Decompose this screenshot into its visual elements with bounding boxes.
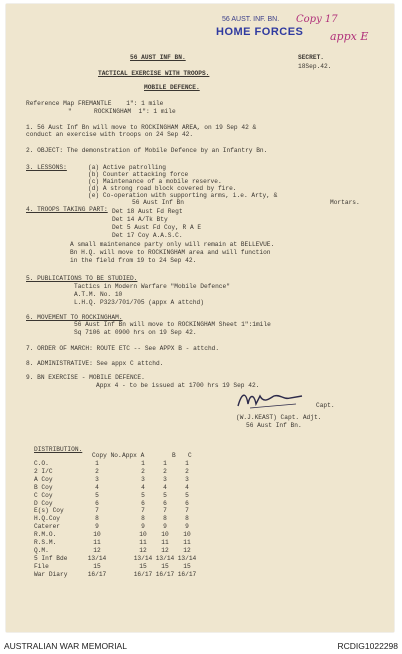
lessons-heading: 3. LESSONS: [26,164,67,171]
distribution-cell: 16/17 [133,570,153,578]
bn-exercise-detail: Appx 4 - to be issued at 1700 hrs 19 Sep 42. [96,382,260,389]
troops-det-bty: Det 14 A/Tk Bty [112,216,168,223]
publication-2: A.T.M. No. 10 [74,291,123,298]
archive-footer [0,636,402,654]
distribution-cell: 6 [141,499,145,507]
distribution-cell: 2 [185,467,189,475]
distribution-cell: 5 [141,491,145,499]
publication-3: L.H.Q. P323/701/705 (appx A attchd) [74,299,204,306]
distribution-cell: 12 [161,546,169,554]
distribution-cell: 13/14 [155,554,175,562]
signature-name: (W.J.KEAST) Capt. Adjt. [236,414,322,421]
troops-bn-hq: Bn H.Q. will move to ROCKINGHAM area and will function [70,249,271,256]
document-subtitle: MOBILE DEFENCE. [144,84,200,91]
signature-unit: 56 Aust Inf Bn. [246,422,302,429]
distribution-cell: 4 [163,483,167,491]
distribution-cell: 13/14 [177,554,197,562]
distribution-cell: 10 [183,531,191,539]
stamp-unit: 56 AUST. INF. BN. [222,16,280,23]
distribution-recipient: H.Q.Coy [34,515,60,523]
distribution-cell: 6 [163,499,167,507]
troops-maintenance: A small maintenance party only will remain at BELLEVUE. [70,241,275,248]
handwritten-copy-number: Copy 17 [296,14,338,25]
archive-name: AUSTRALIAN WAR MEMORIAL [4,641,127,651]
distribution-recipient: 2 I/C [34,467,53,475]
distribution-cell: 11 [93,539,101,546]
distribution-cell: 8 [185,515,189,523]
distribution-cell: 2 [141,467,145,475]
distribution-cell: 9 [163,523,167,531]
distribution-cell: 15 [139,562,147,570]
publication-1: Tactics in Modern Warfare "Mobile Defence" [74,283,230,290]
distribution-heading: DISTRIBUTION. [34,446,83,453]
document-date: 18Sep.42. [298,63,332,70]
distribution-recipient: A Coy [34,475,53,483]
distribution-recipient: War Diary [34,570,68,578]
lesson-c: (c) Maintenance of a mobile reserve. [88,178,222,185]
troops-det-coy-rae: Det 5 Aust Fd Coy, R A E [112,224,202,231]
distribution-cell: 11 [139,539,147,546]
distribution-cell: 1 [185,460,189,467]
distribution-cell: 3 [163,475,167,483]
lesson-e-continued: Mortars. [330,199,360,206]
signature-rank: Capt. [316,402,335,409]
distribution-cell: 4 [185,483,189,491]
distribution-cell: 10 [139,531,147,539]
distribution-cell: 11 [161,539,169,546]
distribution-cell: 12 [139,546,147,554]
distribution-cell: 15 [93,562,101,570]
troops-heading: 4. TROOPS TAKING PART: [26,206,108,213]
distribution-cell: 5 [185,491,189,499]
distribution-cell: 13/14 [87,554,107,562]
movement-line-1: 56 Aust Inf Bn will move to ROCKINGHAM Sheet 1":1mile [74,321,271,328]
distribution-cell: 7 [185,507,189,515]
distribution-cell: 15 [161,562,169,570]
distribution-recipient: C.O. [34,460,49,467]
movement-heading: 6. MOVEMENT TO ROCKINGHAM. [26,314,123,321]
distribution-recipient: D Coy [34,499,53,507]
movement-line-2: Sq 7106 at 0900 hrs on 19 Sep 42. [74,329,197,336]
distribution-cell: 12 [93,546,101,554]
troops-det-aasc: Det 17 Coy A.A.S.C. [112,232,183,239]
reference-map-2: " ROCKINGHAM 1": 1 mile [68,108,176,115]
distribution-recipient: R.M.O. [34,531,57,539]
distribution-cell: 10 [161,531,169,539]
unit-heading: 56 AUST INF BN. [130,54,186,61]
distribution-cell: 12 [183,546,191,554]
distribution-cell: 13/14 [133,554,153,562]
lesson-a: (a) Active patrolling [88,164,166,171]
distribution-cell: 7 [163,507,167,515]
distribution-header-b: B [172,452,176,459]
distribution-recipient: File [34,562,49,570]
troops-det-regt: Det 18 Aust Fd Regt [112,208,183,215]
paragraph-1-line-2: conduct an exercise with troops on 24 Sep 42. [26,131,194,138]
distribution-cell: 16/17 [177,570,197,578]
distribution-cell: 7 [95,507,99,515]
distribution-cell: 4 [95,483,99,491]
distribution-cell: 11 [183,539,191,546]
troops-dates: in the field from 19 to 24 Sep 42. [70,257,197,264]
distribution-cell: 5 [163,491,167,499]
distribution-cell: 15 [183,562,191,570]
distribution-cell: 3 [185,475,189,483]
distribution-cell: 2 [95,467,99,475]
distribution-recipient: Q.M. [34,546,49,554]
distribution-cell: 2 [163,467,167,475]
distribution-cell: 4 [141,483,145,491]
paragraph-1-line-1: 1. 56 Aust Inf Bn will move to ROCKINGHAM AREA, on 19 Sep 42 & [26,124,257,131]
stamp-home-forces: HOME FORCES [216,26,304,38]
distribution-recipient: C Coy [34,491,53,499]
distribution-cell: 5 [95,491,99,499]
distribution-cell: 8 [163,515,167,523]
distribution-header-appx-a: Appx A [122,452,145,459]
publications-heading: 5. PUBLICATIONS TO BE STUDIED. [26,275,138,282]
distribution-cell: 3 [95,475,99,483]
distribution-cell: 6 [185,499,189,507]
order-of-march: 7. ORDER OF MARCH: ROUTE ETC -- See APPX B - attchd. [26,345,220,352]
paragraph-2-object: 2. OBJECT: The demonstration of Mobile Defence by an Infantry Bn. [26,147,268,154]
distribution-cell: 8 [141,515,145,523]
distribution-cell: 6 [95,499,99,507]
lesson-b: (b) Counter attacking force [88,171,189,178]
distribution-cell: 1 [95,460,99,467]
administrative: 8. ADMINISTRATIVE: See appx C attchd. [26,360,164,367]
distribution-cell: 9 [95,523,99,531]
distribution-cell: 16/17 [87,570,107,578]
distribution-cell: 3 [141,475,145,483]
distribution-cell: 7 [141,507,145,515]
troops-unit: 56 Aust Inf Bn [132,199,184,206]
secret-label: SECRET. [298,54,324,61]
archive-record-id: RCDIG1022298 [337,641,398,651]
distribution-recipient: 5 Inf Bde [34,554,68,562]
distribution-cell: 9 [141,523,145,531]
distribution-cell: 8 [95,515,99,523]
lesson-e: (e) Co-operation with supporting arms, i.e. Arty, & [88,192,278,199]
distribution-cell: 1 [141,460,145,467]
distribution-recipient: B Coy [34,483,53,491]
lesson-d: (d) A strong road block covered by fire. [88,185,237,192]
distribution-recipient: R.S.M. [34,539,57,546]
handwritten-appendix-label: appx E [330,30,369,43]
distribution-cell: 1 [163,460,167,467]
signature [236,390,306,412]
distribution-recipient: Caterer [34,523,60,531]
reference-map-1: Reference Map FREMANTLE 1": 1 mile [26,100,164,107]
distribution-cell: 9 [185,523,189,531]
distribution-cell: 16/17 [155,570,175,578]
document-title: TACTICAL EXERCISE WITH TROOPS. [98,70,210,77]
bn-exercise-heading: 9. BN EXERCISE - MOBILE DEFENCE. [26,374,145,381]
distribution-header-copy: Copy No. [92,452,122,459]
distribution-recipient: E(s) Coy [34,507,64,515]
distribution-header-c: C [188,452,192,459]
distribution-cell: 10 [93,531,101,539]
